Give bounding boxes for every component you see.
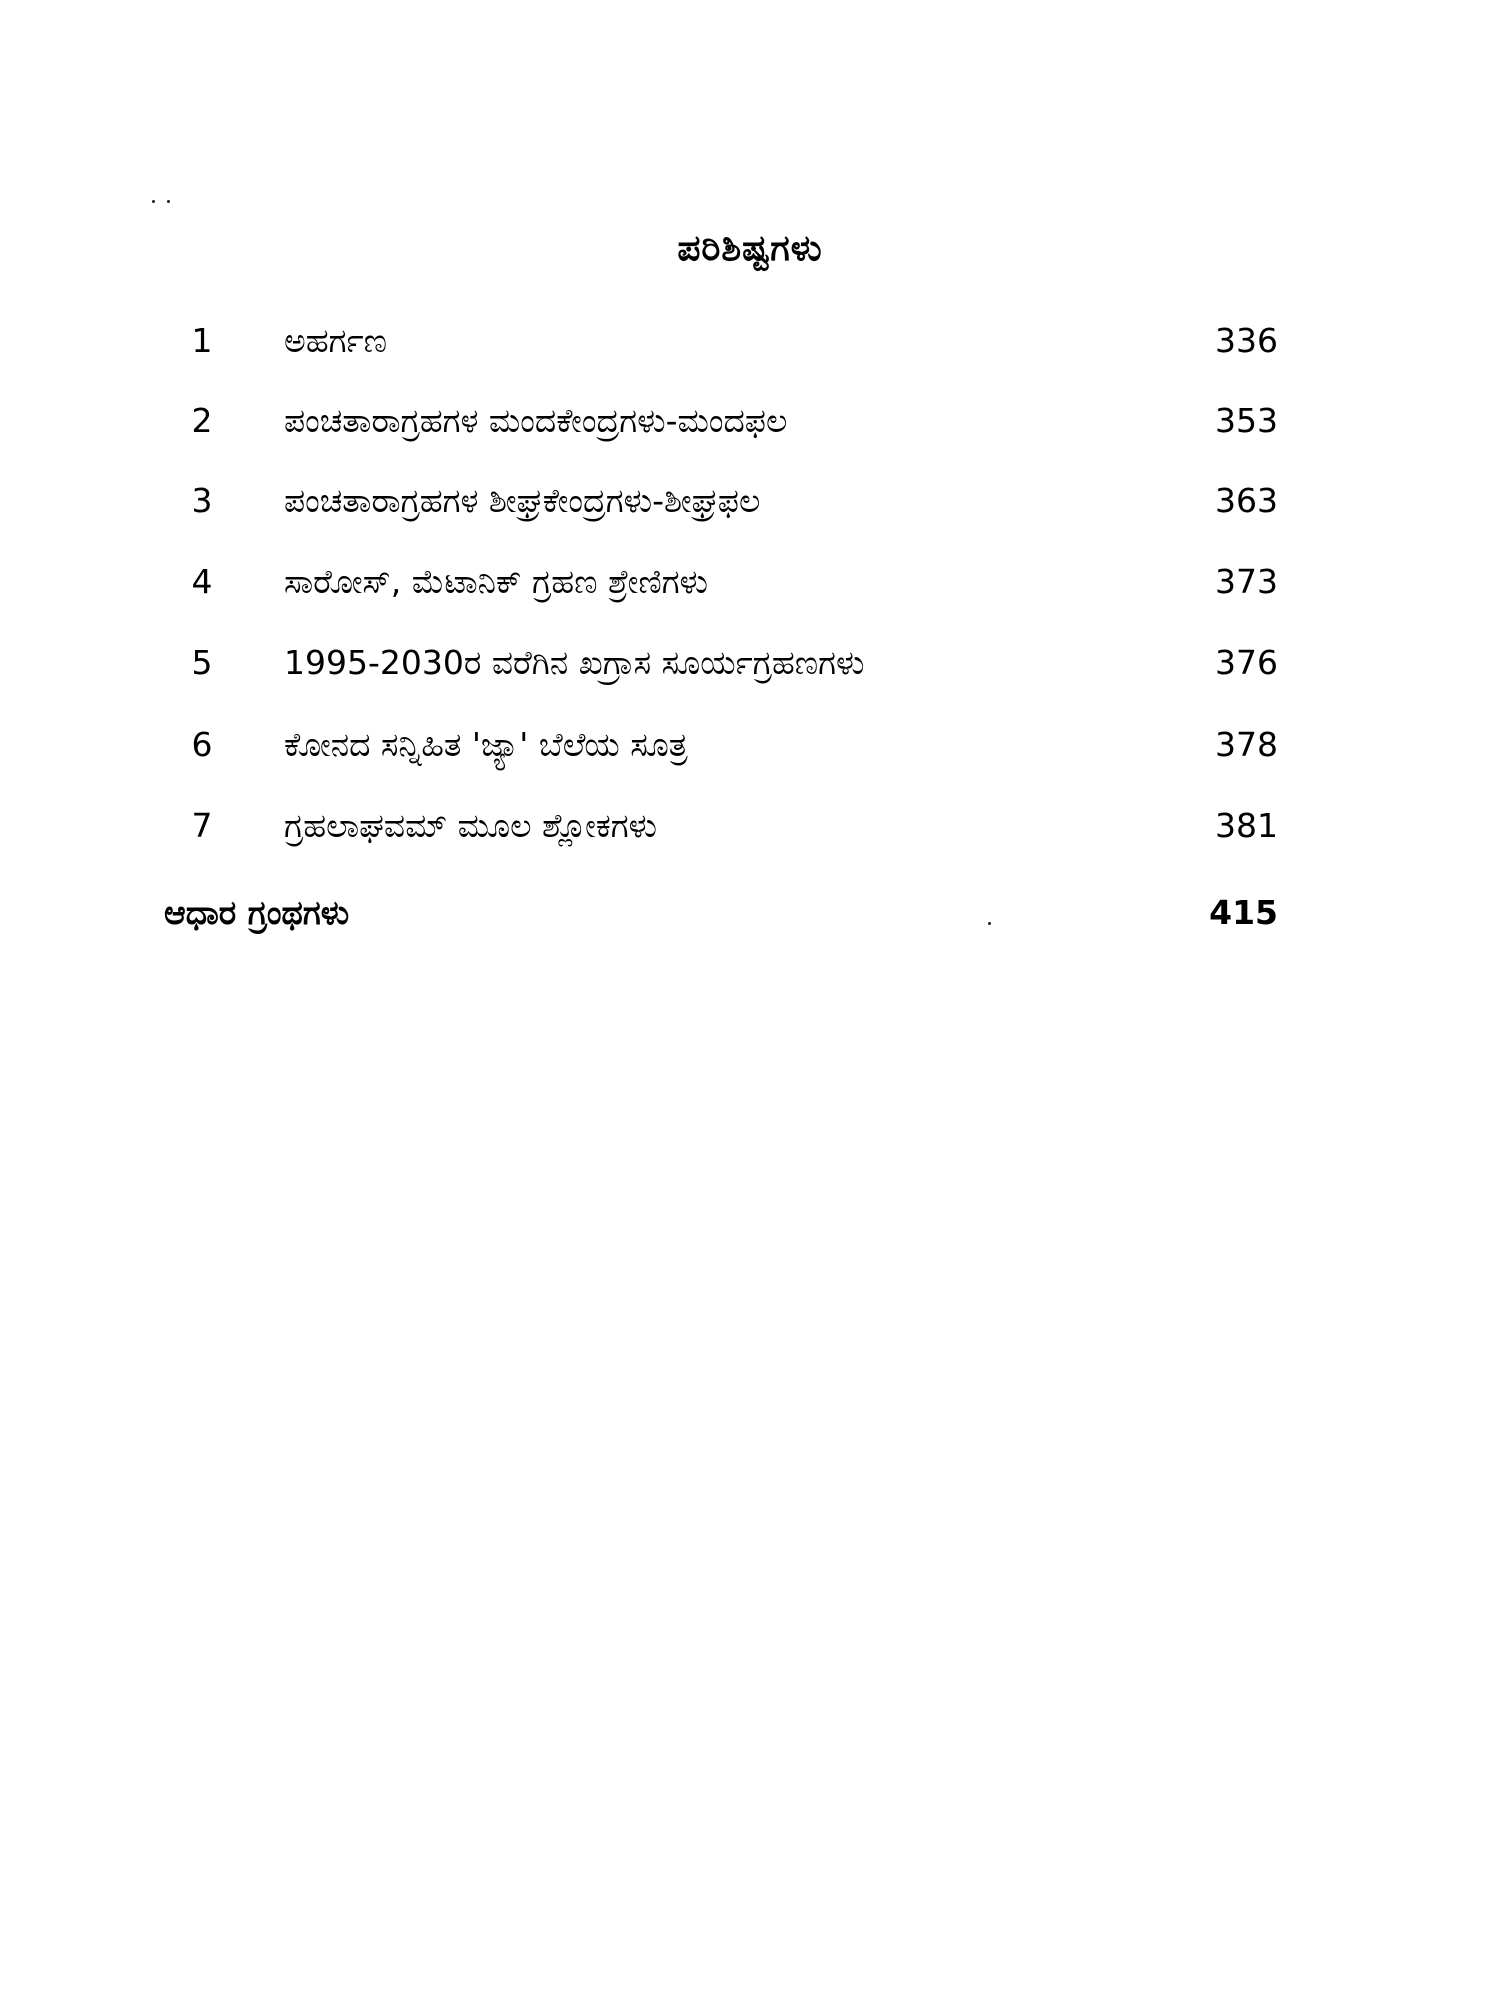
scan-speck — [152, 200, 155, 203]
entry-page-number: 381 — [1215, 806, 1278, 845]
entry-number: 4 — [191, 562, 213, 601]
toc-entry — [0, 638, 1500, 688]
page-title: ಪರಿಶಿಷ್ಟಗಳು — [677, 228, 823, 269]
entry-title: ಪಂಚತಾರಾಗ್ರಹಗಳ ಮಂದಕೇಂದ್ರಗಳು-ಮಂದಫಲ — [284, 401, 788, 440]
toc-entry — [0, 316, 1500, 366]
toc-entry — [0, 476, 1500, 526]
entry-number: 5 — [191, 643, 213, 682]
entry-page-number: 376 — [1215, 643, 1278, 682]
references-title: ಆಧಾರ ಗ್ರಂಥಗಳು — [164, 893, 350, 932]
toc-entry — [0, 396, 1500, 446]
entry-number: 2 — [191, 401, 213, 440]
entry-title: ಗ್ರಹಲಾಘವಮ್ ಮೂಲ ಶ್ಲೋಕಗಳು — [284, 806, 657, 845]
references-entry — [0, 888, 1500, 938]
references-page-number: 415 — [1209, 893, 1278, 932]
toc-entry — [0, 720, 1500, 770]
entry-page-number: 353 — [1215, 401, 1278, 440]
entry-title: ಅಹರ್ಗಣ — [284, 321, 387, 360]
toc-entry — [0, 557, 1500, 607]
entry-title: ಕೋನದ ಸನ್ನಿಹಿತ 'ಜ್ಯಾ' ಬೆಲೆಯ ಸೂತ್ರ — [284, 725, 688, 764]
entry-number: 7 — [191, 806, 213, 845]
entry-title: ಸಾರೋಸ್, ಮೆಟಾನಿಕ್ ಗ್ರಹಣ ಶ್ರೇಣಿಗಳು — [284, 562, 708, 601]
entry-page-number: 378 — [1215, 725, 1278, 764]
entry-number: 3 — [191, 481, 213, 520]
entry-page-number: 336 — [1215, 321, 1278, 360]
scan-speck — [167, 200, 170, 203]
entry-number: 6 — [191, 725, 213, 764]
entry-page-number: 373 — [1215, 562, 1278, 601]
toc-entry — [0, 801, 1500, 851]
entry-title: 1995-2030ರ ವರೆಗಿನ ಖಗ್ರಾಸ ಸೂರ್ಯಗ್ರಹಣಗಳು — [284, 643, 865, 682]
entry-title: ಪಂಚತಾರಾಗ್ರಹಗಳ ಶೀಘ್ರಕೇಂದ್ರಗಳು-ಶೀಘ್ರಫಲ — [284, 481, 761, 520]
entry-page-number: 363 — [1215, 481, 1278, 520]
entry-number: 1 — [191, 321, 213, 360]
